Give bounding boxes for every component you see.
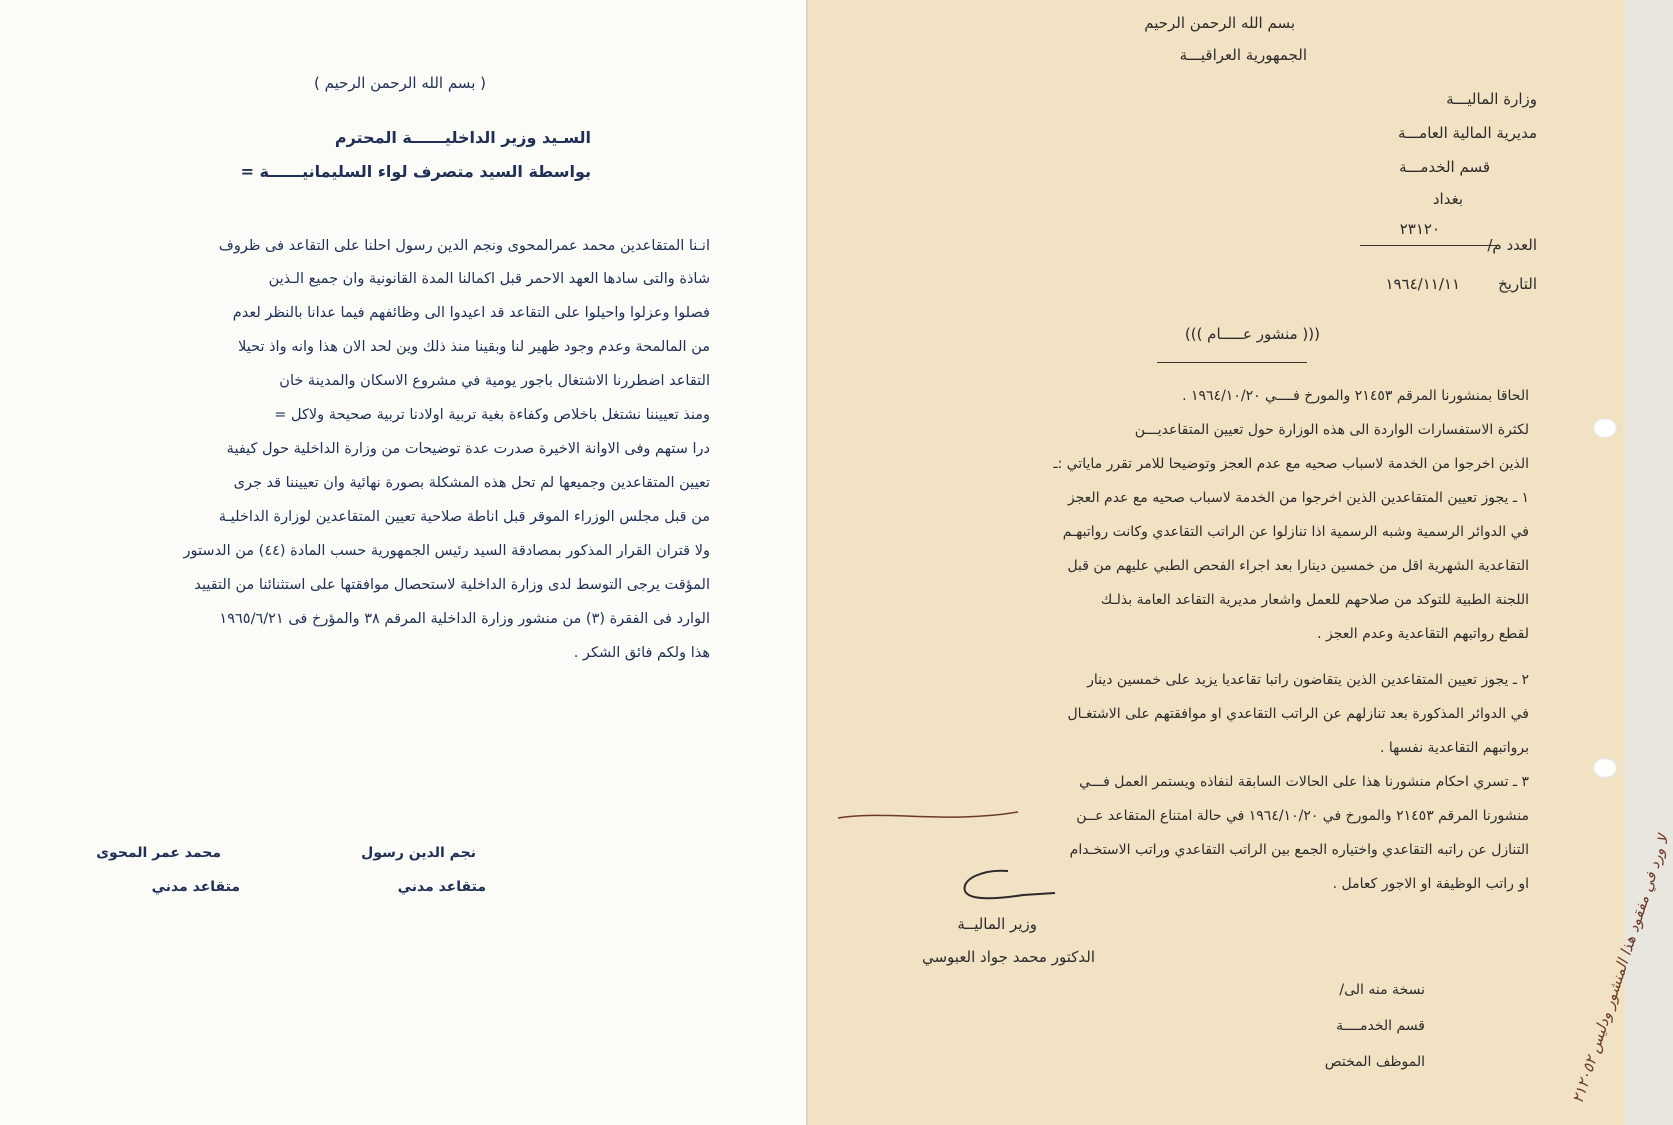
body-line: منشورنا المرقم ٢١٤٥٣ والمورخ في ١٩٦٤/١٠/٢٠ في حالة امتناع المتقاعد عــن bbox=[1076, 808, 1529, 824]
body-line: التقاعد اضطررنا الاشتغال باجور يومية في مشروع الاسكان والمدينة خان bbox=[279, 373, 710, 389]
number-underline bbox=[1360, 245, 1500, 246]
minister-name: الدكتور محمد جواد العبوسي bbox=[921, 948, 1095, 966]
body-line: ٢ ـ يجوز تعيين المتقاعدين الذين يتقاضون راتبا تقاعديا يزيد على خمسين دينار bbox=[1087, 672, 1529, 688]
body-line: ١ ـ يجوز تعيين المتقاعدين الذين اخرجوا من الخدمة لاسباب صحيه مع عدم العجز bbox=[1067, 490, 1529, 506]
body-line: هذا ولكم فائق الشكر . bbox=[573, 645, 710, 661]
handwritten-underline bbox=[828, 800, 1028, 830]
circular-page bbox=[808, 0, 1673, 1125]
copies-label: نسخة منه الى/ bbox=[1339, 982, 1425, 998]
body-line: درا ستهم وفى الاوانة الاخيرة صدرت عدة توضيحات من وزارة الداخلية حول كيفية bbox=[226, 441, 710, 457]
body-line: من المالمحة وعدم وجود ظهير لنا وبقينا منذ ذلك وين لحد الان هذا وانه واذ تحيلا bbox=[238, 339, 710, 355]
body-line: المؤقت يرجى التوسط لدى وزارة الداخلية لاستحصال موافقتها على استثنائنا من التقييد bbox=[194, 577, 710, 593]
number-label: العدد م/ bbox=[1487, 236, 1537, 254]
body-line: انـنا المتقاعدين محمد عمرالمحوى ونجم الدين رسول احلنا على التقاعد فى ظروف bbox=[218, 238, 710, 254]
body-line: لكثرة الاستفسارات الواردة الى هذه الوزارة حول تعيين المتقاعديـــن bbox=[1134, 422, 1529, 438]
body-line: التقاعدية الشهرية اقل من خمسين دينارا بعد اجراء الفحص الطبي عليهم من قبل bbox=[1067, 558, 1529, 574]
signatory-name: نجم الدين رسول bbox=[361, 845, 476, 861]
ministry-name: وزارة الماليـــة bbox=[1446, 90, 1537, 108]
basmala: بسم الله الرحمن الرحيم bbox=[1144, 14, 1295, 32]
city-name: بغداد bbox=[1432, 190, 1463, 208]
body-line: في الدوائر المذكورة بعد تنازلهم عن الراتب التقاعدي او موافقتهم على الاشتغـال bbox=[1067, 706, 1529, 722]
body-line: برواتبهم التقاعدية نفسها . bbox=[1380, 740, 1529, 756]
basmala: ( بسم الله الرحمن الرحيم ) bbox=[313, 74, 486, 92]
body-line: او راتب الوظيفة او الاجور كعامل . bbox=[1332, 876, 1529, 892]
body-line: الذين اخرجوا من الخدمة لاسباب صحيه مع عدم العجز وتوضيحا للامر تقرر ماياتي :ـ bbox=[1053, 456, 1529, 472]
body-line: الوارد فى الفقرة (٣) من منشور وزارة الداخلية المرقم ٣٨ والمؤرخ فى ١٩٦٥/٦/٢١ bbox=[219, 611, 710, 627]
body-line: الحاقا بمنشورنا المرقم ٢١٤٥٣ والمورخ فــــي ١٩٦٤/١٠/٢٠ . bbox=[1182, 388, 1529, 404]
republic-heading: الجمهورية العراقيـــة bbox=[1179, 46, 1307, 64]
body-line: تعيين المتقاعدين وجميعها لم تحل هذه المشكلة بصورة نهائية وان تعييننا قد جرى bbox=[233, 475, 710, 491]
directorate-name: مديرية المالية العامـــة bbox=[1397, 124, 1537, 142]
body-line: فصلوا وعزلوا واحيلوا على التقاعد قد اعيدوا الى وظائفهم فيما عدانا بالنظر لعدم bbox=[232, 305, 710, 321]
minister-signature bbox=[953, 865, 1063, 910]
reference-number: ٢٣١٢٠ bbox=[1399, 220, 1440, 238]
body-line: لقطع رواتبهم التقاعدية وعدم العجز . bbox=[1317, 626, 1529, 642]
body-line: ولا قتران القرار المذكور بمصادقة السيد رئيس الجمهورية حسب المادة (٤٤) من الدستور bbox=[183, 543, 710, 559]
body-line: التنازل عن راتبه التقاعدي واختياره الجمع بين الراتب التقاعدي وراتب الاستخـدام bbox=[1069, 842, 1529, 858]
minister-title: وزير الماليــة bbox=[957, 915, 1037, 933]
copy-recipient: الموظف المختص bbox=[1324, 1054, 1425, 1070]
body-line: اللجنة الطبية للتوكد من صلاحهم للعمل واشعار مديرية التقاعد العامة بذلـك bbox=[1100, 592, 1529, 608]
date-label: التاريخ bbox=[1498, 275, 1537, 293]
signatory-title: متقاعد مدني bbox=[397, 879, 486, 895]
body-line: ومنذ تعييننا نشتغل باخلاص وكفاءة بغية تربية اولادنا تربية صحيحة ولاكل = bbox=[274, 407, 710, 423]
body-line: في الدوائر الرسمية وشبه الرسمية اذا تنازلوا عن الراتب التقاعدي وكانت رواتبهـم bbox=[1062, 524, 1529, 540]
copy-recipient: قسم الخدمــــة bbox=[1336, 1018, 1425, 1034]
circular-title: ((( منشور عـــــام ))) bbox=[1184, 325, 1320, 343]
addressee-line: السـيد وزير الداخليــــــة المحترم bbox=[334, 128, 591, 147]
via-line: بواسطة السيد متصرف لواء السليمانيــــــة = bbox=[240, 162, 591, 181]
handwritten-annotation: لا ورد في مفقود هذا المنشور ودليس ٢١٢٠٥٢ bbox=[1568, 832, 1673, 1106]
signatory-name: محمد عمر المحوى bbox=[96, 845, 221, 861]
body-line: شاذة والتى سادها العهد الاحمر قبل اكمالنا المدة القانونية وان جميع الـذين bbox=[268, 271, 710, 287]
issue-date: ١٩٦٤/١١/١١ bbox=[1385, 275, 1460, 293]
body-line: من قبل مجلس الوزراء الموقر قبل اناطة صلاحية تعيين المتقاعدين لوزارة الداخليـة bbox=[218, 509, 710, 525]
petition-letter-page bbox=[0, 0, 808, 1125]
signatory-title: متقاعد مدني bbox=[151, 879, 240, 895]
body-line: ٣ ـ تسري احكام منشورنا هذا على الحالات السابقة لنفاذه ويستمر العمل فـــي bbox=[1079, 774, 1529, 790]
section-name: قسم الخدمـــة bbox=[1399, 158, 1490, 176]
title-underline bbox=[1157, 362, 1307, 363]
